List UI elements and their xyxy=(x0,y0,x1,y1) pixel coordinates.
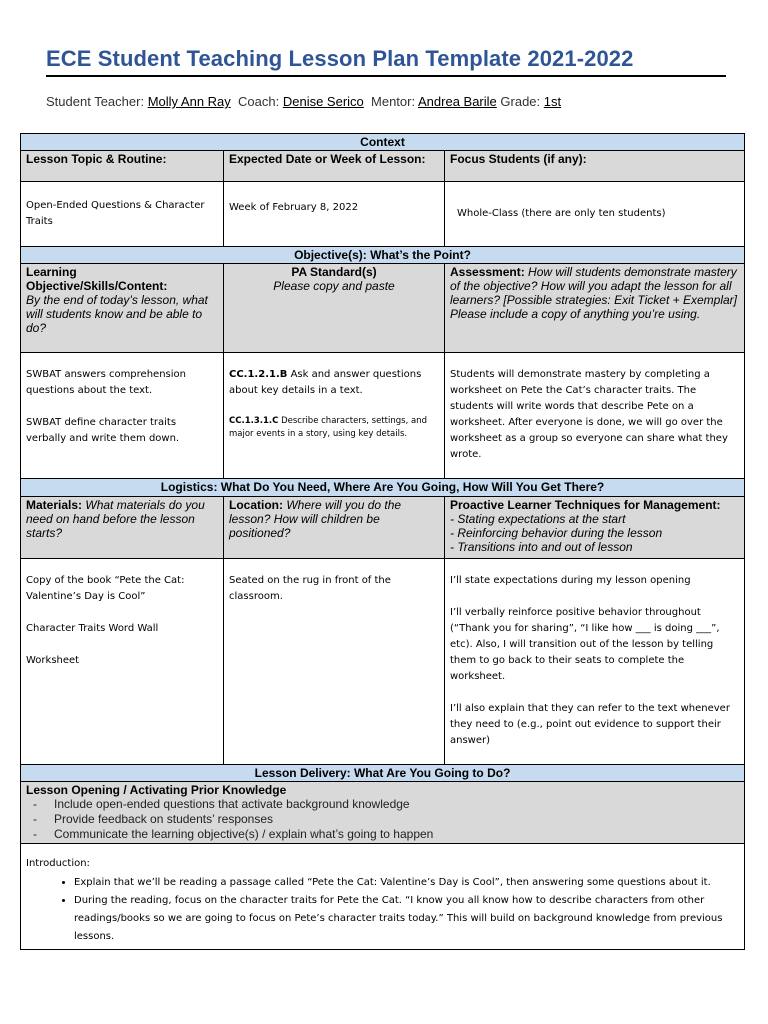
location-heading: Location: xyxy=(229,498,283,512)
objectives-band: Objective(s): What’s the Point? xyxy=(21,247,745,264)
coach-label: Coach: xyxy=(238,94,280,109)
introduction-label: Introduction: xyxy=(26,858,90,869)
lesson-opening-header xyxy=(21,782,745,844)
pa-standards-heading: PA Standard(s) xyxy=(291,265,377,279)
lesson-topic-value: Open-Ended Questions & Character Traits xyxy=(26,200,205,227)
location-prompt: Where will you do the lesson? How will children be positioned? xyxy=(229,498,402,540)
focus-students-header: Focus Students (if any): xyxy=(445,151,745,182)
lesson-plan-table xyxy=(20,133,745,950)
introduction-item: • Explain that we’ll be reading a passage called “Pete the Cat: Valentine’s Day is Cool”, then answering some questions about it. xyxy=(74,874,739,892)
introduction-list xyxy=(26,874,739,946)
pa-standards-prompt: Please copy and paste xyxy=(273,279,395,293)
delivery-band: Lesson Delivery: What Are You Going to Do? xyxy=(21,765,745,782)
standard-text: Ask and answer questions about key details in a text. xyxy=(229,369,422,396)
material-item: Character Traits Word Wall xyxy=(26,623,159,634)
introduction-item: • During the reading, focus on the character traits for Pete the Cat. “I know you all know how to describe characters from other readings/books so we are going to focus on Pete’s character traits today.” This will build on background knowledge from previous lessons. xyxy=(74,892,739,946)
grade-value: 1st xyxy=(543,94,562,109)
mentor-label: Mentor: xyxy=(371,94,416,109)
lesson-opening-item: - Communicate the learning objective(s) / explain what’s going to happen xyxy=(54,827,739,842)
expected-date-header: Expected Date or Week of Lesson: xyxy=(224,151,445,182)
standard-text: Describe characters, settings, and major events in a story, using key details. xyxy=(229,416,427,439)
materials-prompt: What materials do you need on hand before the lesson starts? xyxy=(26,498,205,540)
pa-standards-header xyxy=(224,264,445,353)
lesson-opening-list xyxy=(26,797,739,842)
expected-date-value: Week of February 8, 2022 xyxy=(229,201,359,213)
materials-header xyxy=(21,497,224,559)
assessment-value: Students will demonstrate mastery by completing a worksheet on Pete the Cat’s character traits. The students will write words that describe Pete on a worksheet. After everyone is done, we will go over the worksheet as a group so everyone can share what they wrote. xyxy=(450,369,728,460)
management-item: - Reinforcing behavior during the lesson xyxy=(450,526,663,540)
focus-students-value: Whole-Class (there are only ten students) xyxy=(457,208,666,219)
material-item: Worksheet xyxy=(26,655,80,666)
standard-item xyxy=(229,367,439,399)
assessment-header xyxy=(445,264,745,353)
learning-objective-prompt: By the end of today’s lesson, what will students know and be able to do? xyxy=(26,293,208,335)
management-item: - Transitions into and out of lesson xyxy=(450,540,633,554)
mentor-name: Andrea Barile xyxy=(418,94,497,109)
assessment-prompt: How will students demonstrate mastery of the objective? How will you adapt the lesson for all learners? [Possible strategies: Exit Ticket + Exemplar] Please include a copy of anything you’re using. xyxy=(450,265,738,321)
learning-objective-heading: Learning Objective/Skills/Content: xyxy=(26,265,168,293)
lesson-meta xyxy=(46,94,561,109)
materials-heading: Materials: xyxy=(26,498,83,512)
management-header xyxy=(445,497,745,559)
coach-name: Denise Serico xyxy=(282,94,364,109)
management-note: I’ll also explain that they can refer to the text whenever they need to (e.g., point out evidence to support their answer) xyxy=(450,703,730,746)
management-item: - Stating expectations at the start xyxy=(450,512,626,526)
student-teacher-label: Student Teacher: xyxy=(46,94,145,109)
management-note: I’ll state expectations during my lesson opening xyxy=(450,575,691,586)
lesson-topic-header: Lesson Topic & Routine: xyxy=(21,151,224,182)
material-item: Copy of the book “Pete the Cat: Valentine’s Day is Cool” xyxy=(26,575,185,602)
lesson-opening-heading: Lesson Opening / Activating Prior Knowledge xyxy=(26,783,287,797)
grade-label: Grade: xyxy=(500,94,541,109)
assessment-heading: Assessment: xyxy=(450,265,525,279)
standard-code: CC.1.2.1.B xyxy=(229,369,288,380)
objective-item: SWBAT define character traits verbally and write them down. xyxy=(26,417,180,444)
logistics-band: Logistics: What Do You Need, Where Are You Going, How Will You Get There? xyxy=(21,479,745,497)
learning-objective-header xyxy=(21,264,224,353)
objective-item: SWBAT answers comprehension questions about the text. xyxy=(26,369,186,396)
student-teacher-name: Molly Ann Ray xyxy=(147,94,231,109)
document-title: ECE Student Teaching Lesson Plan Template 2021-2022 xyxy=(46,46,726,77)
lesson-opening-item: - Provide feedback on students’ responses xyxy=(54,812,739,827)
lesson-opening-item: - Include open-ended questions that activate background knowledge xyxy=(54,797,739,812)
management-heading: Proactive Learner Techniques for Management: xyxy=(450,498,721,512)
context-band: Context xyxy=(21,134,745,151)
location-value: Seated on the rug in front of the classroom. xyxy=(229,575,391,602)
standard-code: CC.1.3.1.C xyxy=(229,416,279,426)
location-header xyxy=(224,497,445,559)
standard-item xyxy=(229,415,439,441)
management-note: I’ll verbally reinforce positive behavior throughout (“Thank you for sharing”, “I like how ___ is doing ___”, etc). Also, I will transition out of the lesson by telling them to go back to their seats to complete the worksheet. xyxy=(450,607,720,682)
